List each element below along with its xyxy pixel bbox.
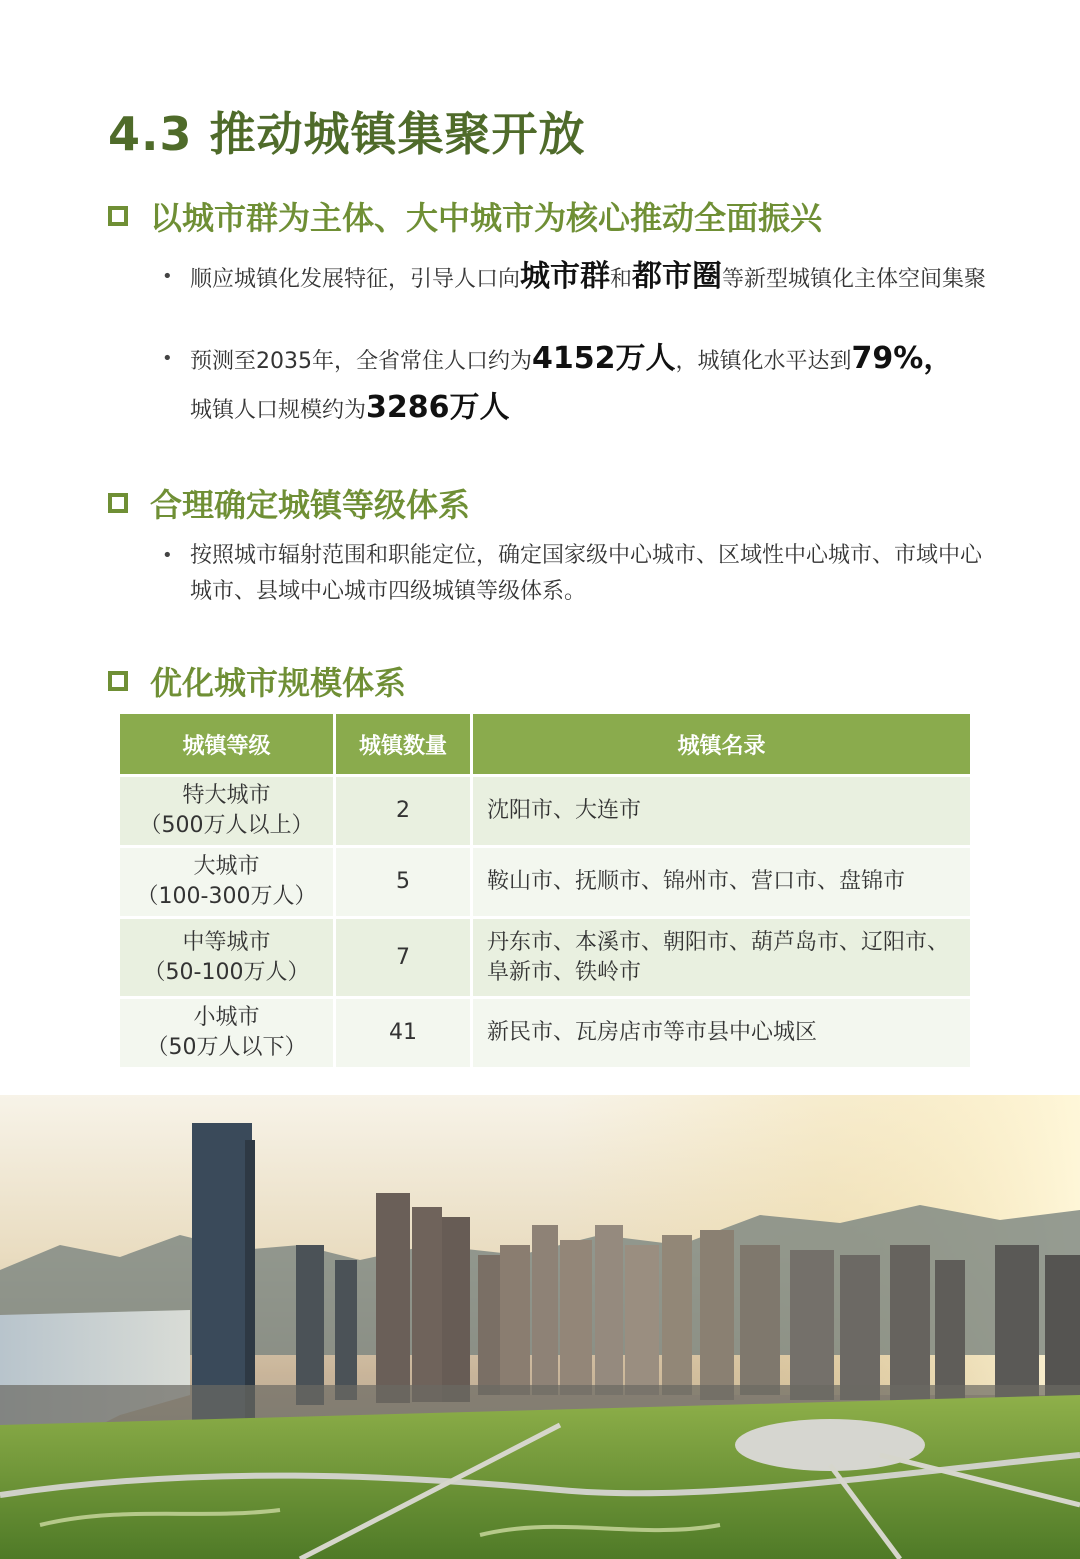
bullet-list	[160, 538, 990, 610]
bullet-list	[160, 336, 990, 434]
table-cell-level	[120, 919, 336, 999]
table-row	[120, 848, 970, 919]
bullet-text: 城镇人口规模约为	[190, 398, 367, 423]
level-name: 大城市	[193, 854, 260, 879]
section-heading-text: 优化城市规模体系	[150, 664, 407, 702]
table-cell-count: 2	[336, 777, 473, 848]
table-row	[120, 919, 970, 999]
section-heading-city-scale	[108, 658, 406, 704]
bullet-text: 和	[610, 267, 633, 292]
table-cell-level	[120, 999, 336, 1070]
city-skyline-photo-icon	[0, 1095, 1080, 1559]
section-heading-text: 以城市群为主体、大中城市为核心推动全面振兴	[150, 199, 823, 237]
central-plaza	[735, 1419, 925, 1471]
city-scale-table	[120, 714, 970, 1070]
table-cell-level	[120, 848, 336, 919]
table-header-level: 城镇等级	[120, 714, 336, 777]
table-row	[120, 999, 970, 1070]
level-range: （50-100万人）	[143, 959, 310, 985]
bullet-text: 等新型城镇化主体空间集聚	[722, 267, 987, 292]
section-heading-text: 合理确定城镇等级体系	[150, 486, 471, 524]
bullet-list	[160, 258, 990, 299]
bullet-emphasis: 都市圈	[632, 259, 723, 294]
bullet-emphasis: 城市群	[520, 259, 611, 294]
bullet-item	[160, 258, 990, 299]
table-cell-names: 沈阳市、大连市	[473, 777, 970, 848]
level-name: 特大城市	[182, 783, 271, 808]
table-header-count: 城镇数量	[336, 714, 473, 777]
square-bullet-icon	[108, 206, 128, 226]
city-scale-table-wrapper	[120, 714, 970, 1070]
bullet-item	[160, 336, 990, 434]
bullet-text: 预测至2035年，全省常住人口约为	[190, 349, 532, 374]
bullet-dot-icon: •	[162, 266, 173, 287]
bullet-text: 按照城市辐射范围和职能定位，确定国家级中心城市、区域性中心城市、市域中心城市、县域中心城市四级城镇等级体系。	[190, 543, 983, 604]
square-bullet-icon	[108, 493, 128, 513]
table-row	[120, 777, 970, 848]
bullet-dot-icon: •	[162, 348, 173, 369]
table-cell-names: 鞍山市、抚顺市、锦州市、营口市、盘锦市	[473, 848, 970, 919]
table-header-names: 城镇名录	[473, 714, 970, 777]
level-range: （100-300万人）	[136, 884, 317, 909]
table-cell-names: 丹东市、本溪市、朝阳市、葫芦岛市、辽阳市、阜新市、铁岭市	[473, 919, 970, 999]
table-cell-count: 41	[336, 999, 473, 1070]
section-heading-town-hierarchy	[108, 480, 470, 526]
bullet-dot-icon: •	[162, 545, 173, 566]
table-cell-level	[120, 777, 336, 848]
section-heading-core-cities	[108, 193, 822, 239]
level-name: 中等城市	[182, 929, 271, 955]
table-header-row	[120, 714, 970, 777]
square-bullet-icon	[108, 671, 128, 691]
table-cell-count: 5	[336, 848, 473, 919]
bullet-emphasis: 3286万人	[366, 390, 510, 425]
level-name: 小城市	[193, 1005, 260, 1030]
level-range: （500万人以上）	[139, 813, 314, 838]
bullet-text: 顺应城镇化发展特征，引导人口向	[190, 267, 521, 292]
bullet-emphasis: 79%，	[851, 341, 954, 376]
table-cell-count: 7	[336, 919, 473, 999]
bullet-text: ，城镇化水平达到	[675, 349, 852, 374]
bullet-item	[160, 538, 990, 610]
bullet-emphasis: 4152万人	[532, 341, 676, 376]
table-cell-names: 新民市、瓦房店市等市县中心城区	[473, 999, 970, 1070]
page-title: 4.3 推动城镇集聚开放	[108, 107, 586, 161]
level-range: （50万人以下）	[146, 1035, 307, 1060]
